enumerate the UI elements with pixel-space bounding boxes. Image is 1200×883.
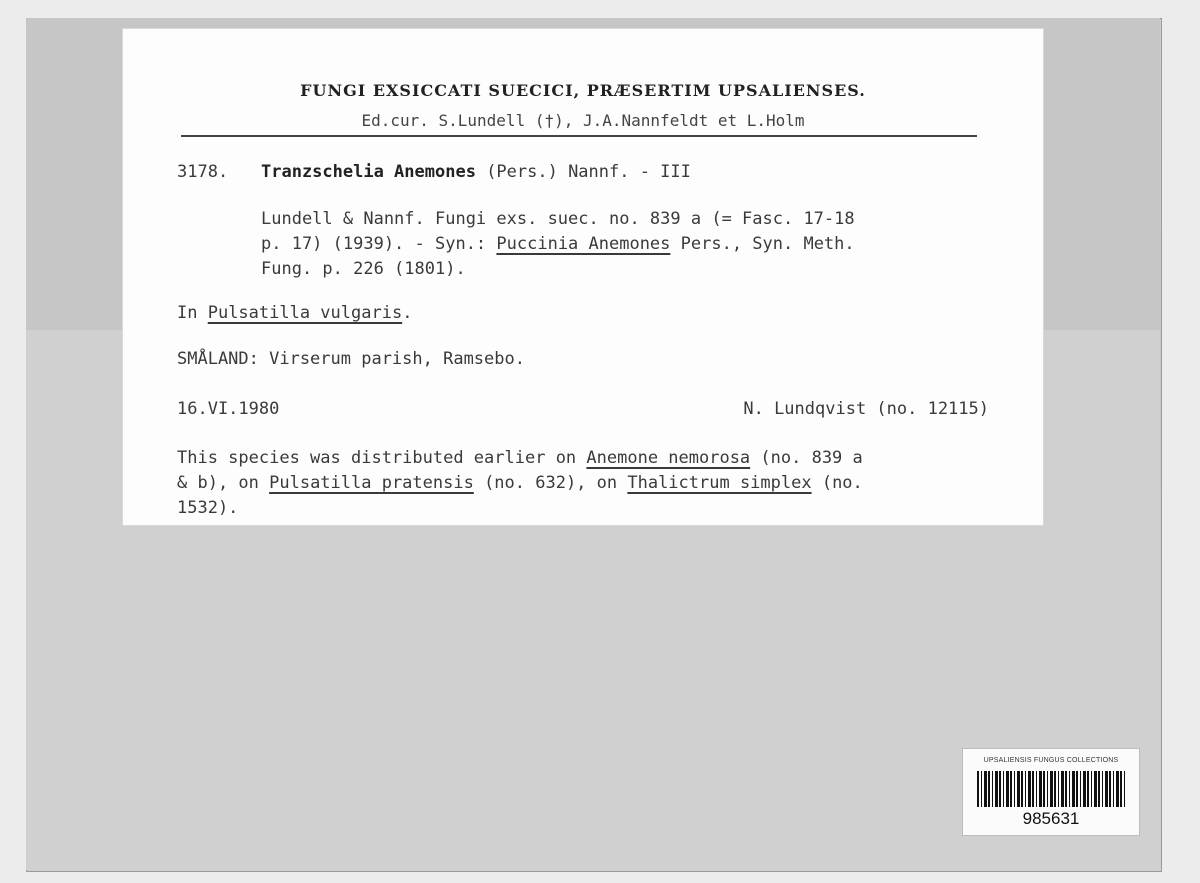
barcode-label xyxy=(962,748,1140,836)
reference-line: Lundell & Nannf. Fungi exs. suec. no. 839 a (= Fasc. 17-18 xyxy=(261,209,855,229)
reference-text: p. 17) (1939). - Syn.: xyxy=(261,234,497,254)
references-block xyxy=(261,207,855,282)
note-text: (no. 839 a xyxy=(750,448,863,468)
header-divider xyxy=(181,135,977,137)
note-line xyxy=(177,471,863,496)
note-host: Anemone nemorosa xyxy=(586,448,751,468)
herbarium-label xyxy=(122,28,1044,526)
collection-date: 16.VI.1980 xyxy=(177,399,280,419)
series-title: FUNGI EXSICCATI SUECICI, PRÆSERTIM UPSALIENSES. xyxy=(300,81,866,100)
barcode-icon xyxy=(977,771,1125,807)
synonym-name: Puccinia Anemones xyxy=(496,234,671,254)
reference-line xyxy=(261,232,855,257)
exsiccata-number: 3178. xyxy=(177,162,229,182)
taxon-line xyxy=(261,162,691,182)
barcode-number: 985631 xyxy=(1022,809,1080,828)
host-name: Pulsatilla vulgaris xyxy=(207,303,403,323)
note-line xyxy=(177,446,863,471)
taxon-name: Tranzschelia Anemones xyxy=(261,162,476,182)
note-text: (no. xyxy=(811,473,863,493)
host-prefix: In xyxy=(177,303,208,323)
note-host: Pulsatilla pratensis xyxy=(269,473,474,493)
editors-line: Ed.cur. S.Lundell (†), J.A.Nannfeldt et L.Holm xyxy=(361,111,805,130)
note-text: (no. 632), on xyxy=(473,473,628,493)
note-host: Thalictrum simplex xyxy=(627,473,812,493)
collector: N. Lundqvist (no. 12115) xyxy=(743,399,989,419)
host-line xyxy=(177,303,412,323)
reference-line: Fung. p. 226 (1801). xyxy=(261,259,466,279)
note-text: This species was distributed earlier on xyxy=(177,448,587,468)
barcode-institution: UPSALIENSIS FUNGUS COLLECTIONS xyxy=(983,757,1119,764)
host-suffix: . xyxy=(402,303,413,323)
distribution-note xyxy=(177,446,863,521)
note-text: & b), on xyxy=(177,473,270,493)
reference-text: Pers., Syn. Meth. xyxy=(670,234,855,254)
taxon-author: (Pers.) Nannf. - III xyxy=(486,162,691,182)
locality: SMÅLAND: Virserum parish, Ramsebo. xyxy=(177,349,525,369)
note-line: 1532). xyxy=(177,498,239,518)
